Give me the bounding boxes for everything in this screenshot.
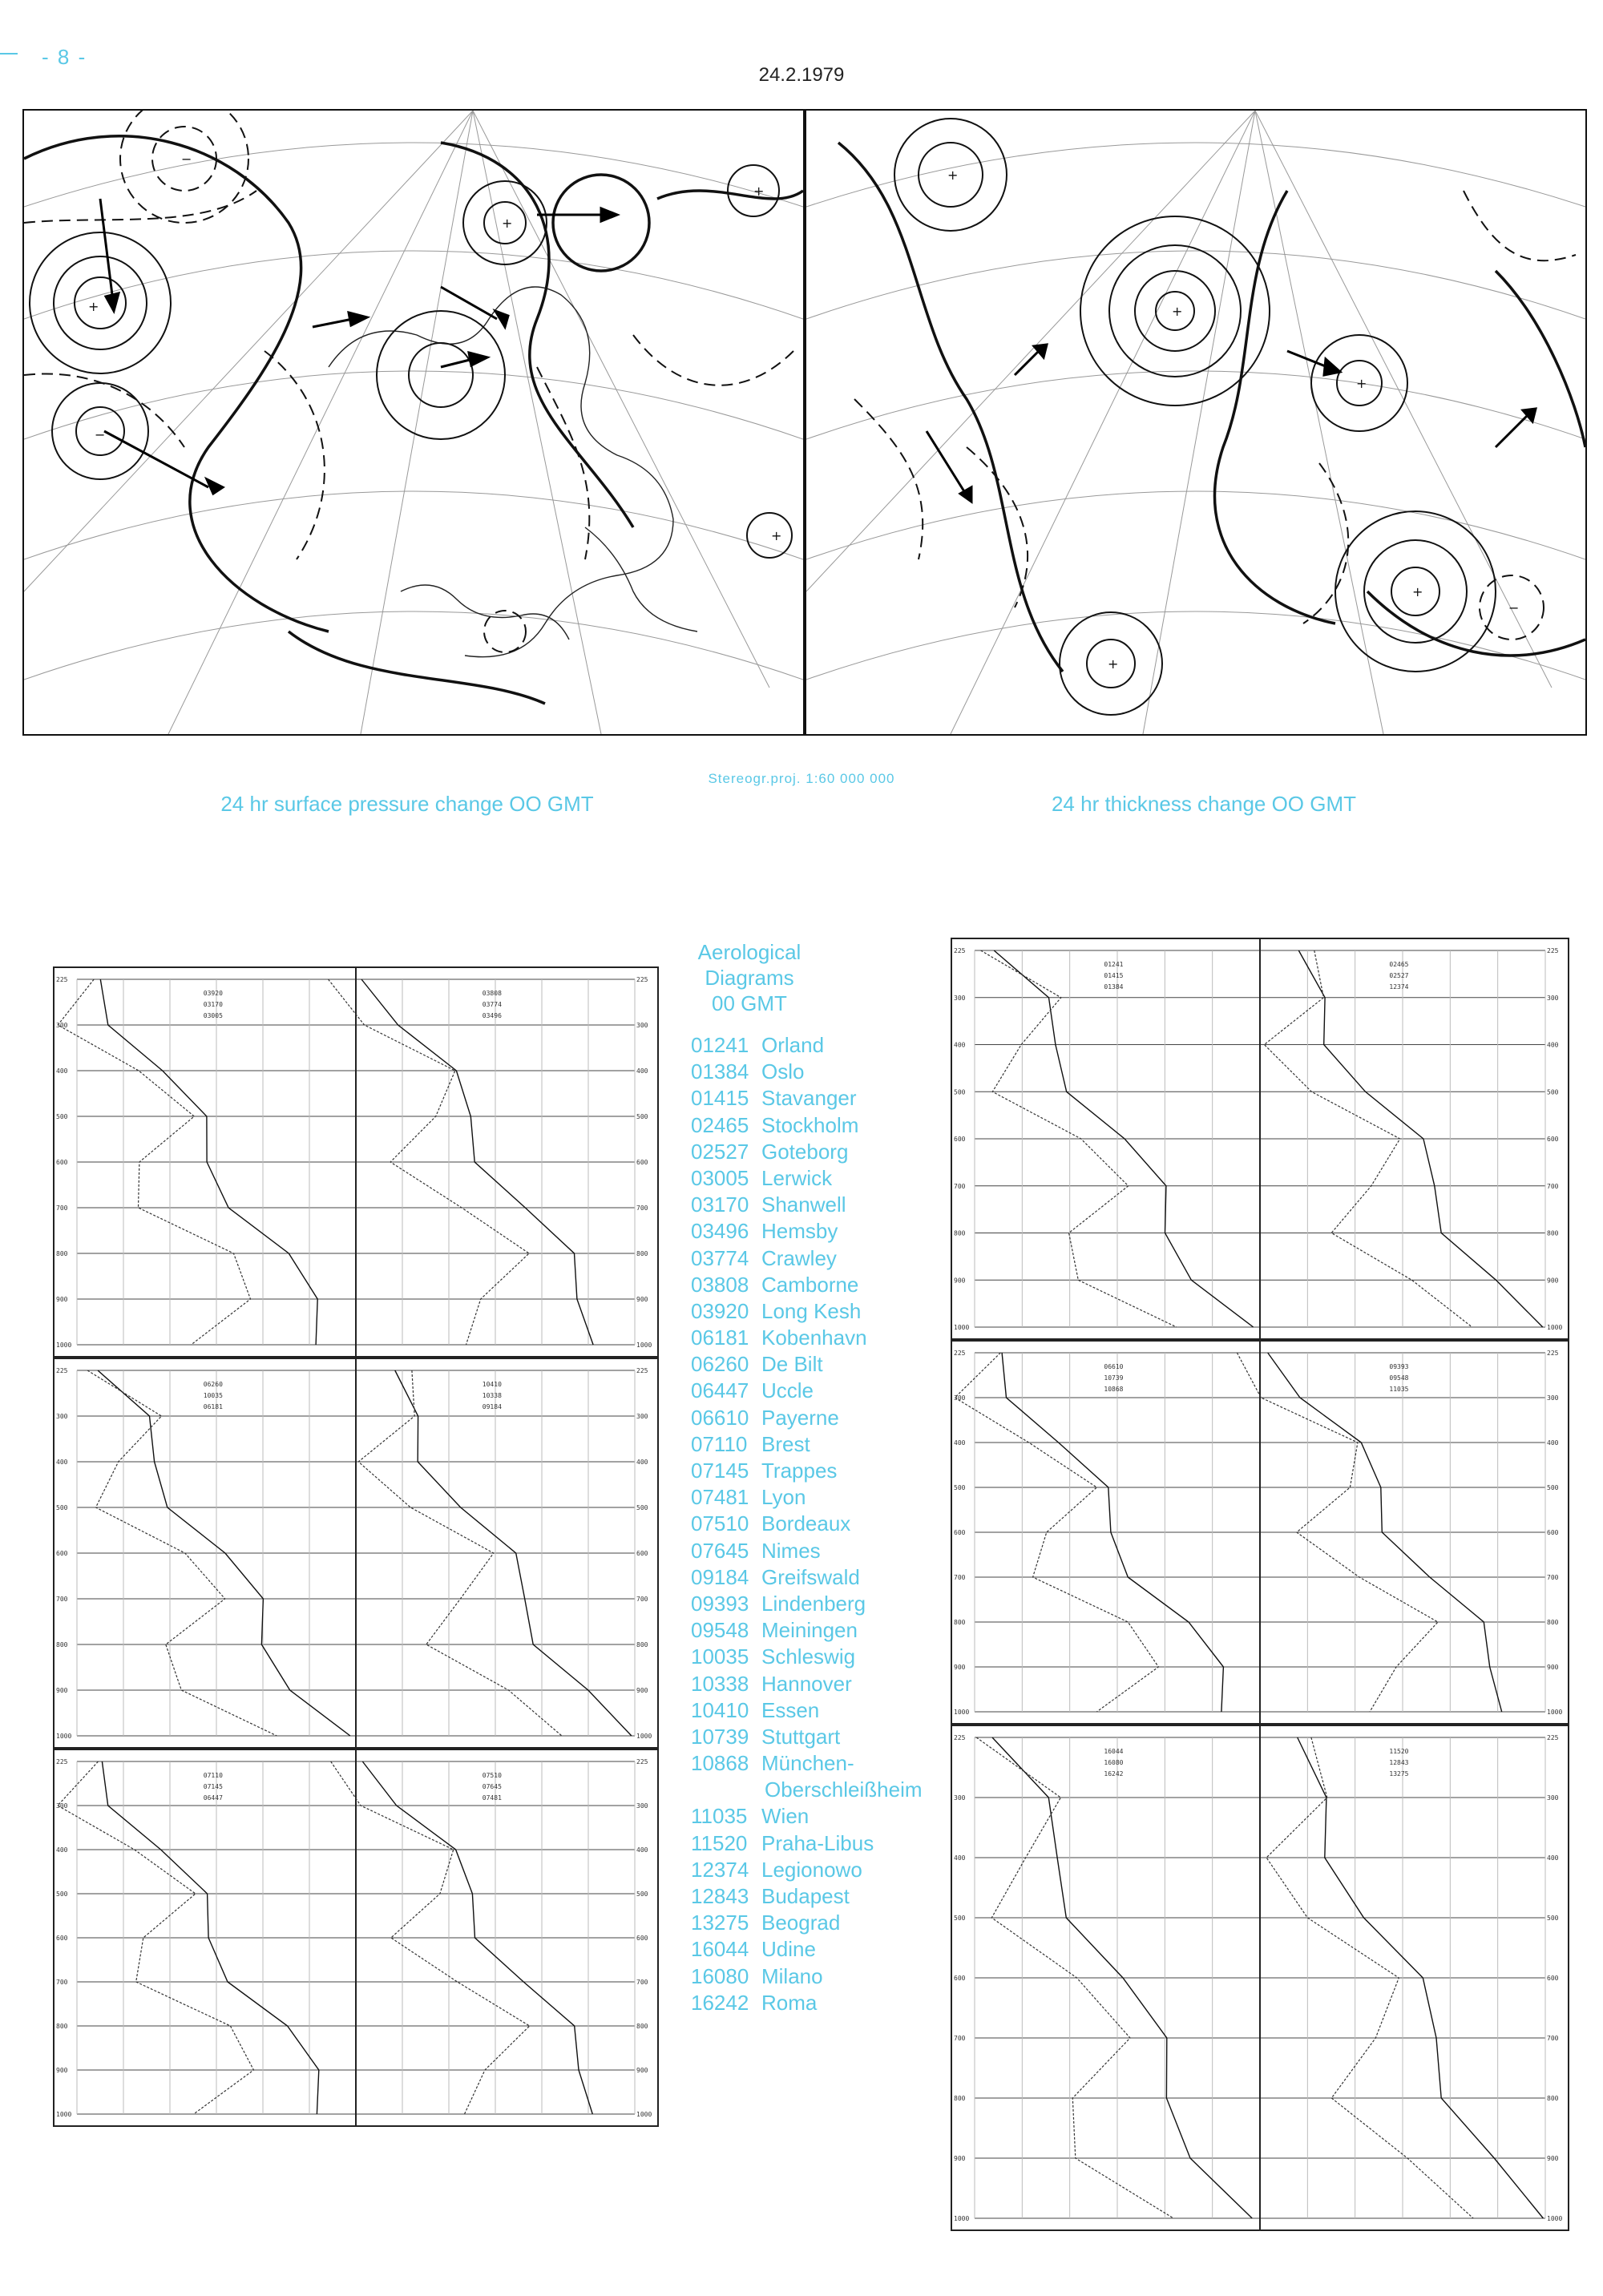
aerological-diagram-panel [951, 938, 1569, 1340]
pressure-level-label: 800 [954, 1619, 966, 1626]
diagram-station-id: 06260 [203, 1381, 223, 1388]
station-entry [691, 1803, 947, 1830]
aerological-diagram-plot [55, 1750, 657, 2125]
station-code: 03170 [691, 1192, 749, 1217]
station-code: 06181 [691, 1326, 749, 1350]
svg-text:+: + [1356, 376, 1367, 391]
station-name: München- [761, 1751, 854, 1776]
pressure-level-label: 500 [1547, 1915, 1559, 1922]
station-code: 11520 [691, 1830, 748, 1855]
diagram-station-id: 10410 [482, 1381, 502, 1388]
pressure-level-label: 800 [954, 1229, 966, 1237]
station-name: Hemsby [761, 1219, 838, 1244]
pressure-level-label: 1000 [56, 1733, 72, 1740]
aerological-diagram-plot [55, 968, 657, 1356]
diagram-station-id: 07481 [482, 1794, 502, 1802]
diagram-station-id: 16242 [1104, 1770, 1124, 1777]
station-code: 10035 [691, 1644, 749, 1669]
diagram-station-id: 06181 [203, 1403, 223, 1410]
pressure-level-label: 1000 [636, 1342, 652, 1349]
station-entry [691, 1378, 947, 1404]
pressure-level-label: 700 [636, 1596, 648, 1603]
station-entry [691, 1165, 947, 1192]
station-name: Praha-Libus [761, 1830, 874, 1855]
station-entry [691, 1936, 947, 1963]
pressure-level-label: 225 [954, 1734, 966, 1741]
pressure-level-label: 700 [56, 1204, 68, 1212]
station-name: Wien [761, 1804, 810, 1829]
station-entry [691, 1910, 947, 1936]
station-code: 03005 [691, 1165, 749, 1190]
aerological-diagram-panel [53, 1749, 659, 2127]
aerological-diagram-plot [952, 939, 1568, 1338]
station-entry [691, 1724, 947, 1750]
pressure-level-label: 300 [56, 1413, 68, 1420]
surface-pressure-caption: 24 hr surface pressure change OO GMT [220, 792, 594, 816]
pressure-level-label: 700 [636, 1979, 648, 1986]
station-code: 01241 [691, 1033, 749, 1057]
svg-text:+: + [1108, 656, 1119, 672]
pressure-level-label: 300 [636, 1802, 648, 1810]
station-entry [691, 1591, 947, 1617]
diagram-station-id: 10739 [1104, 1374, 1124, 1382]
pressure-level-label: 400 [954, 1854, 966, 1862]
diagram-station-id: 13275 [1389, 1770, 1409, 1777]
pressure-level-label: 700 [56, 1979, 68, 1986]
diagram-station-id: 01241 [1104, 961, 1124, 968]
pressure-level-label: 700 [56, 1596, 68, 1603]
pressure-level-label: 800 [636, 2023, 648, 2030]
svg-text:+: + [1172, 304, 1183, 319]
station-entry [691, 1484, 947, 1511]
station-name: Legionowo [761, 1857, 862, 1882]
pressure-level-label: 500 [954, 1484, 966, 1491]
station-code: 10868 [691, 1751, 749, 1776]
station-entry [691, 1617, 947, 1644]
station-entry [691, 1405, 947, 1431]
station-code: 09184 [691, 1564, 749, 1589]
station-entry [691, 1511, 947, 1537]
diagram-station-id: 16080 [1104, 1759, 1124, 1766]
station-name: Beograd [761, 1911, 841, 1935]
diagram-station-id: 06610 [1104, 1363, 1124, 1370]
pressure-level-label: 900 [954, 2155, 966, 2162]
svg-text:−: − [181, 151, 192, 167]
station-entry [691, 1032, 947, 1059]
pressure-level-label: 300 [636, 1413, 648, 1420]
pressure-level-label: 800 [56, 1641, 68, 1648]
aerological-diagram-plot [55, 1359, 657, 1747]
station-name: Nimes [761, 1538, 821, 1563]
svg-text:+: + [88, 299, 99, 314]
pressure-level-label: 700 [1547, 2035, 1559, 2042]
svg-text:+: + [947, 167, 959, 183]
station-code: 16080 [691, 1963, 749, 1988]
pressure-level-label: 900 [1547, 1277, 1559, 1285]
pressure-level-label: 800 [954, 2095, 966, 2102]
diagram-station-id: 12843 [1389, 1759, 1409, 1766]
pressure-level-label: 700 [954, 2035, 966, 2042]
station-code: 09393 [691, 1591, 749, 1616]
pressure-level-label: 400 [56, 1459, 68, 1466]
diagram-station-id: 10868 [1104, 1386, 1124, 1393]
station-entry [691, 1085, 947, 1112]
diagram-station-id: 03005 [203, 1012, 223, 1019]
pressure-level-label: 600 [954, 1529, 966, 1536]
pressure-level-label: 700 [954, 1574, 966, 1581]
pressure-level-label: 500 [636, 1504, 648, 1511]
pressure-level-label: 1000 [954, 1709, 970, 1716]
diagram-station-id: 03808 [482, 990, 502, 997]
station-name: Lindenberg [761, 1591, 866, 1616]
diagram-station-id: 03496 [482, 1012, 502, 1019]
pressure-level-label: 900 [636, 2067, 648, 2074]
surface-pressure-map-drawing [24, 111, 803, 734]
station-code: 02527 [691, 1139, 749, 1164]
pressure-level-label: 1000 [1547, 1324, 1563, 1331]
pressure-level-label: 225 [636, 976, 648, 983]
diagram-station-id: 01415 [1104, 972, 1124, 979]
pressure-level-label: 400 [56, 1067, 68, 1075]
svg-text:+: + [1412, 584, 1423, 599]
legend-title-line3: 00 GMT [712, 991, 787, 1015]
station-name: Udine [761, 1937, 816, 1962]
pressure-level-label: 1000 [636, 1733, 652, 1740]
pressure-level-label: 600 [1547, 1975, 1559, 1982]
aerological-diagram-panel [951, 1340, 1569, 1725]
station-code: 06260 [691, 1352, 749, 1377]
station-entry [691, 1564, 947, 1591]
station-entry [691, 1990, 947, 2016]
station-code: 07145 [691, 1459, 749, 1483]
station-entry [691, 1112, 947, 1139]
station-name: Shanwell [761, 1192, 846, 1217]
station-name: Camborne [761, 1272, 859, 1297]
pressure-level-label: 1000 [954, 2215, 970, 2222]
pressure-level-label: 225 [56, 1758, 68, 1765]
pressure-level-label: 300 [56, 1022, 68, 1029]
station-name: Uccle [761, 1378, 814, 1403]
pressure-level-label: 225 [56, 1367, 68, 1374]
aerological-legend-title [653, 939, 846, 1016]
station-code: 07110 [691, 1431, 748, 1456]
pressure-level-label: 300 [56, 1802, 68, 1810]
diagram-station-id: 09184 [482, 1403, 502, 1410]
pressure-level-label: 600 [636, 1935, 648, 1942]
pressure-level-label: 800 [1547, 2095, 1559, 2102]
pressure-level-label: 900 [954, 1277, 966, 1285]
pressure-level-label: 600 [1547, 1529, 1559, 1536]
station-code: 03496 [691, 1219, 749, 1244]
station-name: Greifswald [761, 1564, 860, 1589]
pressure-level-label: 300 [1547, 994, 1559, 1002]
station-name: Milano [761, 1963, 823, 1988]
pressure-level-label: 225 [1547, 1734, 1559, 1741]
pressure-level-label: 225 [1547, 947, 1559, 954]
pressure-level-label: 500 [1547, 1484, 1559, 1491]
pressure-level-label: 225 [636, 1367, 648, 1374]
pressure-level-label: 900 [1547, 2155, 1559, 2162]
station-code: 07510 [691, 1511, 749, 1536]
station-code: 02465 [691, 1112, 749, 1137]
legend-title-line1: Aerological [697, 940, 802, 964]
pressure-level-label: 500 [954, 1088, 966, 1096]
station-code: 11035 [691, 1804, 748, 1829]
pressure-level-label: 600 [954, 1975, 966, 1982]
pressure-level-label: 600 [1547, 1136, 1559, 1143]
projection-note: Stereogr.proj. 1:60 000 000 [708, 771, 895, 786]
station-code: 10410 [691, 1697, 749, 1722]
station-entry [691, 1697, 947, 1724]
pressure-level-label: 900 [1547, 1664, 1559, 1671]
pressure-level-label: 1000 [56, 1342, 72, 1349]
page-date: 24.2.1979 [758, 64, 845, 86]
svg-text:+: + [753, 184, 765, 199]
pressure-level-label: 300 [954, 1794, 966, 1802]
pressure-level-label: 400 [1547, 1041, 1559, 1049]
diagram-station-id: 03774 [482, 1001, 502, 1008]
pressure-level-label: 500 [56, 1113, 68, 1120]
diagram-station-id: 01384 [1104, 983, 1124, 991]
pressure-level-label: 225 [56, 976, 68, 983]
diagram-station-id: 03170 [203, 1001, 223, 1008]
pressure-level-label: 500 [56, 1890, 68, 1898]
station-name: Schleswig [761, 1644, 856, 1669]
station-code: 09548 [691, 1618, 749, 1643]
station-name: De Bilt [761, 1352, 823, 1377]
pressure-level-label: 400 [1547, 1439, 1559, 1447]
pressure-level-label: 900 [56, 2067, 68, 2074]
station-code: 16242 [691, 1990, 749, 2015]
station-name: Essen [761, 1697, 820, 1722]
pressure-level-label: 225 [954, 947, 966, 954]
station-name: Bordeaux [761, 1511, 851, 1536]
page-edge-mark [0, 53, 18, 54]
aerological-diagram-plot [952, 1726, 1568, 2229]
diagram-station-id: 07510 [482, 1772, 502, 1779]
station-entry [691, 1857, 947, 1883]
station-code: 06610 [691, 1405, 749, 1430]
pressure-level-label: 700 [954, 1182, 966, 1190]
pressure-level-label: 700 [1547, 1182, 1559, 1190]
pressure-level-label: 1000 [954, 1324, 970, 1331]
svg-text:−: − [1508, 600, 1520, 615]
station-code: 06447 [691, 1378, 749, 1403]
station-name: Roma [761, 1990, 818, 2015]
pressure-level-label: 500 [954, 1915, 966, 1922]
pressure-level-label: 800 [1547, 1619, 1559, 1626]
pressure-level-label: 800 [636, 1250, 648, 1257]
station-entry [691, 1298, 947, 1325]
diagram-station-id: 02465 [1389, 961, 1409, 968]
legend-title-line2: Diagrams [705, 966, 794, 990]
station-code: 03808 [691, 1272, 749, 1297]
thickness-map-drawing [806, 111, 1585, 734]
pressure-level-label: 800 [636, 1641, 648, 1648]
pressure-level-label: 1000 [636, 2111, 652, 2118]
pressure-level-label: 1000 [1547, 1709, 1563, 1716]
diagram-station-id: 11035 [1389, 1386, 1409, 1393]
pressure-level-label: 600 [56, 1550, 68, 1557]
station-name: Oberschleißheim [765, 1777, 923, 1802]
station-entry [691, 1431, 947, 1458]
diagram-station-id: 07145 [203, 1783, 223, 1790]
station-name: Kobenhavn [761, 1326, 867, 1350]
station-entry [691, 1671, 947, 1697]
diagram-station-id: 10338 [482, 1392, 502, 1399]
diagram-station-id: 07110 [203, 1772, 223, 1779]
station-name: Lerwick [761, 1165, 833, 1190]
svg-text:+: + [771, 528, 782, 543]
pressure-level-label: 400 [954, 1041, 966, 1049]
pressure-level-label: 700 [636, 1204, 648, 1212]
station-entry [691, 1458, 947, 1484]
station-entry [691, 1883, 947, 1910]
station-name: Trappes [761, 1459, 838, 1483]
pressure-level-label: 600 [636, 1159, 648, 1166]
diagram-station-id: 02527 [1389, 972, 1409, 979]
thickness-change-map [805, 109, 1587, 736]
station-entry [691, 1272, 947, 1298]
pressure-level-label: 300 [636, 1022, 648, 1029]
station-name: Orland [761, 1033, 825, 1057]
station-name: Budapest [761, 1884, 850, 1908]
station-entry [691, 1059, 947, 1085]
pressure-level-label: 900 [56, 1296, 68, 1303]
pressure-level-label: 225 [636, 1758, 648, 1765]
pressure-level-label: 400 [636, 1067, 648, 1075]
aerological-diagram-plot [952, 1342, 1568, 1723]
aerological-diagram-panel [951, 1725, 1569, 2231]
pressure-level-label: 300 [1547, 1794, 1559, 1802]
station-name: Hannover [761, 1671, 852, 1696]
pressure-level-label: 900 [954, 1664, 966, 1671]
pressure-level-label: 600 [56, 1159, 68, 1166]
station-entry [691, 1325, 947, 1351]
pressure-level-label: 500 [56, 1504, 68, 1511]
station-entry [691, 1963, 947, 1990]
station-name: Stavanger [761, 1086, 857, 1111]
svg-text:−: − [95, 427, 106, 442]
pressure-level-label: 225 [954, 1350, 966, 1357]
pressure-level-label: 300 [1547, 1394, 1559, 1402]
diagram-station-id: 11520 [1389, 1748, 1409, 1755]
pressure-level-label: 400 [636, 1459, 648, 1466]
station-entry [691, 1218, 947, 1245]
pressure-level-label: 400 [636, 1846, 648, 1854]
pressure-level-label: 225 [1547, 1350, 1559, 1357]
station-name: Crawley [761, 1245, 837, 1270]
pressure-level-label: 900 [56, 1687, 68, 1694]
station-code: 13275 [691, 1911, 749, 1935]
station-name: Stockholm [761, 1112, 859, 1137]
pressure-level-label: 1000 [56, 2111, 72, 2118]
pressure-level-label: 500 [636, 1113, 648, 1120]
station-entry [691, 1750, 947, 1777]
pressure-level-label: 800 [56, 2023, 68, 2030]
pressure-level-label: 300 [954, 994, 966, 1002]
diagram-station-id: 10035 [203, 1392, 223, 1399]
pressure-level-label: 600 [954, 1136, 966, 1143]
station-name: Oslo [761, 1059, 805, 1084]
svg-text:+: + [502, 216, 513, 231]
station-code: 10739 [691, 1724, 749, 1749]
station-entry [691, 1644, 947, 1670]
pressure-level-label: 500 [636, 1890, 648, 1898]
pressure-level-label: 1000 [1547, 2215, 1563, 2222]
station-code: 01415 [691, 1086, 749, 1111]
pressure-level-label: 400 [56, 1846, 68, 1854]
station-name: Long Kesh [761, 1298, 862, 1323]
pressure-level-label: 700 [1547, 1574, 1559, 1581]
aerological-diagram-panel [53, 966, 659, 1358]
pressure-level-label: 600 [636, 1550, 648, 1557]
station-code: 10338 [691, 1671, 749, 1696]
diagram-station-id: 07645 [482, 1783, 502, 1790]
pressure-level-label: 300 [954, 1394, 966, 1402]
station-entry [691, 1777, 947, 1803]
diagram-station-id: 09548 [1389, 1374, 1409, 1382]
diagram-station-id: 09393 [1389, 1363, 1409, 1370]
station-name: Meiningen [761, 1618, 858, 1643]
station-name: Lyon [761, 1485, 806, 1510]
station-code: 12843 [691, 1884, 749, 1908]
pressure-level-label: 500 [1547, 1088, 1559, 1096]
station-list [691, 1032, 947, 2016]
station-name: Stuttgart [761, 1724, 841, 1749]
surface-pressure-change-map [22, 109, 805, 736]
station-code: 03920 [691, 1298, 749, 1323]
station-code: 03774 [691, 1245, 749, 1270]
diagram-station-id: 12374 [1389, 983, 1409, 991]
station-entry [691, 1538, 947, 1564]
station-code: 07481 [691, 1485, 749, 1510]
pressure-level-label: 400 [1547, 1854, 1559, 1862]
thickness-caption: 24 hr thickness change OO GMT [1051, 792, 1357, 816]
page-number: - 8 - [42, 45, 87, 69]
station-entry [691, 1830, 947, 1857]
station-entry [691, 1192, 947, 1218]
diagram-station-id: 16044 [1104, 1748, 1124, 1755]
station-code: 16044 [691, 1937, 749, 1962]
station-entry [691, 1351, 947, 1378]
pressure-level-label: 400 [954, 1439, 966, 1447]
station-name: Goteborg [761, 1139, 849, 1164]
pressure-level-label: 900 [636, 1687, 648, 1694]
diagram-station-id: 03920 [203, 990, 223, 997]
diagram-station-id: 06447 [203, 1794, 223, 1802]
pressure-level-label: 800 [1547, 1229, 1559, 1237]
pressure-level-label: 800 [56, 1250, 68, 1257]
pressure-level-label: 600 [56, 1935, 68, 1942]
station-code: 07645 [691, 1538, 749, 1563]
station-entry [691, 1245, 947, 1272]
station-name: Payerne [761, 1405, 839, 1430]
station-code: 12374 [691, 1857, 749, 1882]
station-name: Brest [761, 1431, 810, 1456]
aerological-diagram-panel [53, 1358, 659, 1749]
station-entry [691, 1139, 947, 1165]
pressure-level-label: 900 [636, 1296, 648, 1303]
station-code: 01384 [691, 1059, 749, 1084]
